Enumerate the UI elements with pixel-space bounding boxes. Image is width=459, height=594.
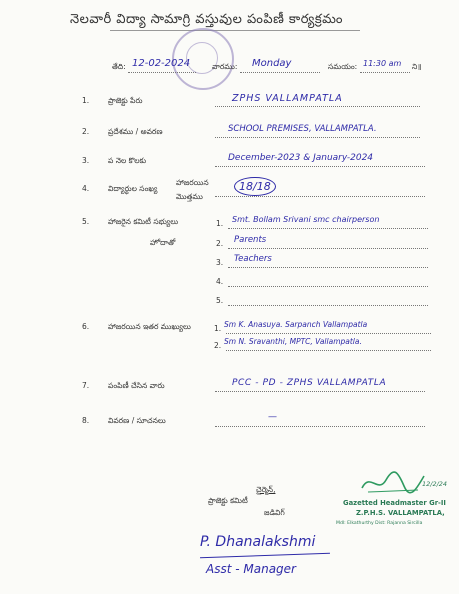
- member-entry: Smt. Bollam Srivani smc chairperson: [232, 215, 380, 224]
- member-line: [228, 267, 428, 268]
- day-label: వారము:: [212, 62, 238, 71]
- other-entry: Sm K. Anasuya. Sarpanch Vallampatla: [224, 320, 368, 329]
- row-line: [215, 137, 420, 138]
- member-line: [228, 228, 428, 229]
- date-line: [128, 72, 196, 73]
- member-number: 4.: [216, 277, 224, 286]
- row-number: 4.: [82, 184, 90, 193]
- other-line: [226, 350, 431, 351]
- time-value: 11:30 am: [363, 59, 402, 68]
- signature-name: P. Dhanalakshmi: [200, 534, 316, 550]
- row-value: 18/18: [234, 177, 276, 196]
- other-line: [226, 333, 431, 334]
- headmaster-signature: [358, 468, 428, 496]
- other-number: 2.: [214, 341, 222, 350]
- member-number: 5.: [216, 296, 224, 305]
- stamp-line-1: Gazetted Headmaster Gr-II: [343, 499, 446, 507]
- member-line: [228, 248, 428, 249]
- row-line: [215, 391, 425, 392]
- date-value: 12-02-2024: [132, 58, 191, 69]
- stamp-line-2: Z.P.H.S. VALLAMPATLA,: [356, 509, 445, 517]
- member-line: [228, 305, 428, 306]
- row-value: December-2023 & January-2024: [228, 153, 374, 163]
- headmaster-sign-date: 12/2/24: [422, 480, 448, 488]
- time-label: సమయం:: [328, 62, 358, 71]
- title-underline: [110, 30, 360, 31]
- member-line: [228, 286, 428, 287]
- member-number: 1.: [216, 219, 224, 228]
- row-label: హాజరైన కమిటీ సభ్యులు: [108, 217, 179, 226]
- day-value: Monday: [252, 58, 292, 69]
- day-line: [240, 72, 320, 73]
- member-entry: Teachers: [234, 254, 272, 264]
- row-number: 7.: [82, 381, 90, 390]
- row-line: [215, 166, 425, 167]
- row-number: 3.: [82, 156, 90, 165]
- member-number: 2.: [216, 239, 224, 248]
- committee-label: ప్రాజెక్టు కమిటీ: [208, 496, 248, 505]
- row-label: ప్రాజెక్టు పేరు: [108, 96, 143, 105]
- row-label: హాజరయిన ఇతర ముఖ్యులు: [108, 322, 191, 331]
- row-value: PCC - PD - ZPHS VALLAMPATLA: [232, 378, 387, 388]
- time-suffix: ని॥: [412, 62, 422, 71]
- committee-sub: జడివిగ్: [264, 508, 285, 517]
- stamp-line-3: Mdl: Elkathurthy Dist: Rajanna Sircilla: [336, 521, 423, 526]
- row-label: విద్యార్థుల సంఖ్య: [108, 184, 158, 193]
- row-label: వివరణ / సూచనలు: [108, 416, 166, 425]
- row-line: [215, 426, 425, 427]
- row-value: —: [268, 412, 277, 422]
- row-number: 1.: [82, 96, 90, 105]
- total-label: మొత్తము: [176, 192, 203, 201]
- date-label: తేది:: [112, 62, 126, 71]
- row-number: 8.: [82, 416, 90, 425]
- row-number: 2.: [82, 127, 90, 136]
- attended-label: హాజరయిన: [176, 178, 209, 187]
- row-number: 6.: [82, 322, 90, 331]
- row-label-designation: హోదాతో: [150, 238, 176, 247]
- signature-underline: [200, 553, 330, 559]
- row-label: పంపిణీ చేసిన వారు: [108, 381, 165, 390]
- time-line: [360, 72, 410, 73]
- other-entry: Sm N. Sravanthi, MPTC, Vallampatla.: [224, 337, 362, 346]
- chairman-label: చైర్మెన్,: [256, 485, 276, 494]
- row-number: 5.: [82, 217, 90, 226]
- row-value: SCHOOL PREMISES, VALLAMPATLA.: [228, 124, 377, 134]
- other-number: 1.: [214, 324, 222, 333]
- signature-role: Asst - Manager: [206, 562, 296, 576]
- row-label: ప నెల కొలకు: [108, 156, 147, 165]
- row-label: ప్రదేశము / అవరణ: [108, 127, 163, 136]
- row-line: [215, 106, 420, 107]
- member-entry: Parents: [234, 235, 267, 245]
- member-number: 3.: [216, 258, 224, 267]
- row-line: [215, 196, 425, 197]
- row-value: ZPHS VALLAMPATLA: [232, 93, 343, 104]
- page-title: నెలవారీ విద్యా సామాగ్రి వస్తువుల పంపిణీ కార్యక్రమం: [70, 12, 343, 27]
